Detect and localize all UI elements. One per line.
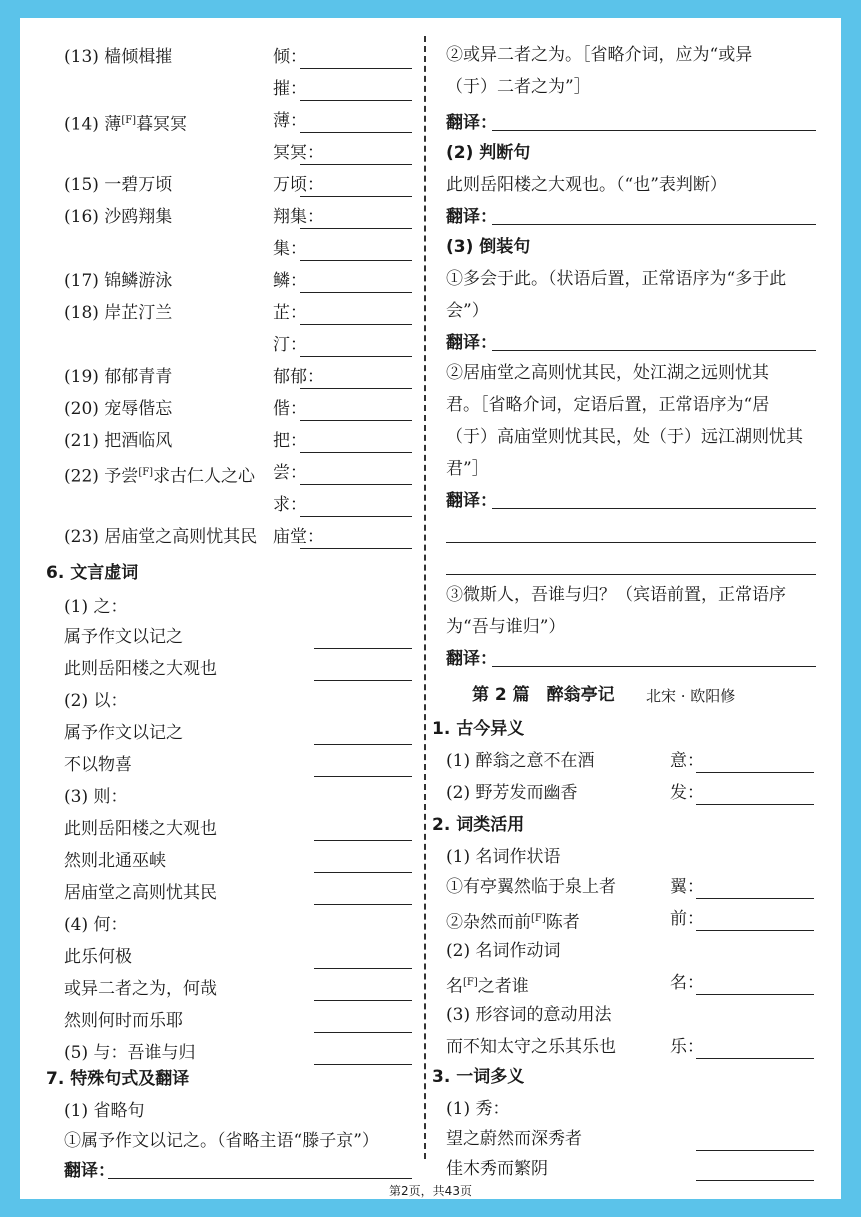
vocab-key: 摧：: [273, 79, 307, 99]
answer-blank-line[interactable]: [300, 100, 412, 101]
answer-blank-line[interactable]: [314, 1064, 412, 1065]
answer-blank-line[interactable]: [300, 196, 412, 197]
text-line: （于）二者之为”］: [446, 77, 591, 97]
answer-blank-line[interactable]: [446, 542, 816, 543]
vocab-key: 鳞：: [273, 271, 307, 291]
subheading: (3) 倒装句: [446, 237, 531, 257]
answer-blank-line[interactable]: [300, 516, 412, 517]
vocab-key: 发：: [670, 783, 704, 803]
function-word-head: (3) 则：: [64, 787, 128, 807]
section-7-title: 7. 特殊句式及翻译: [46, 1069, 190, 1089]
answer-blank-line[interactable]: [696, 1058, 814, 1059]
answer-blank-line[interactable]: [300, 388, 412, 389]
answer-blank-line[interactable]: [300, 452, 412, 453]
section-heading: 1. 古今异义: [432, 719, 525, 739]
answer-blank-line[interactable]: [314, 904, 412, 905]
vocab-key: 把：: [273, 431, 307, 451]
footnote-marker: [F]: [463, 977, 478, 988]
subheading: (2) 判断句: [446, 143, 531, 163]
vocab-item: (13) 樯倾楫摧: [64, 47, 173, 67]
example-sentence: 此则岳阳楼之大观也: [64, 659, 217, 679]
example-sentence: 此乐何极: [64, 947, 132, 967]
page-footer: 第2页，共43页: [389, 1184, 472, 1198]
footnote-marker: [F]: [531, 913, 546, 924]
translate-label: 翻译：: [446, 649, 497, 669]
translate-label: 翻译：: [64, 1161, 115, 1181]
answer-blank-line[interactable]: [492, 130, 816, 131]
vocab-key: 集：: [273, 239, 307, 259]
vocab-item: (15) 一碧万顷: [64, 175, 173, 195]
vocab-item: (18) 岸芷汀兰: [64, 303, 173, 323]
answer-blank-line[interactable]: [314, 744, 412, 745]
subheading: (2) 名词作动词: [446, 941, 561, 961]
answer-blank-line[interactable]: [314, 840, 412, 841]
article-author: 北宋 · 欧阳修: [646, 687, 736, 705]
example-sentence: 属予作文以记之: [64, 723, 183, 743]
function-word-head: (5) 与：吾谁与归: [64, 1043, 196, 1063]
vocab-key: 汀：: [273, 335, 307, 355]
answer-blank-line[interactable]: [696, 1150, 814, 1151]
answer-blank-line[interactable]: [492, 666, 816, 667]
vocab-item: (1) 醉翁之意不在酒: [446, 751, 595, 771]
vocab-item: (2) 野芳发而幽香: [446, 783, 578, 803]
vocab-item: ①有亭翼然临于泉上者: [446, 877, 616, 897]
answer-blank-line[interactable]: [300, 132, 412, 133]
answer-blank-line[interactable]: [300, 324, 412, 325]
vocab-key: 翼：: [670, 877, 704, 897]
answer-blank-line[interactable]: [300, 260, 412, 261]
subheading: (1) 秀：: [446, 1099, 510, 1119]
text-line: ②或异二者之为。［省略介词，应为“或异: [446, 45, 753, 65]
vocab-key: 偕：: [273, 399, 307, 419]
function-word-head: (2) 以：: [64, 691, 128, 711]
answer-blank-line[interactable]: [696, 772, 814, 773]
example-sentence: 佳木秀而繁阴: [446, 1159, 548, 1179]
answer-blank-line[interactable]: [300, 420, 412, 421]
section-7-item1: ①属予作文以记之。（省略主语“滕子京”）: [64, 1131, 379, 1151]
answer-blank-line[interactable]: [492, 350, 816, 351]
answer-blank-line[interactable]: [696, 804, 814, 805]
answer-blank-line[interactable]: [446, 574, 816, 575]
text-line: 君”］: [446, 459, 489, 479]
answer-blank-line[interactable]: [314, 968, 412, 969]
vocab-key: 冥冥：: [273, 143, 324, 163]
vocab-item: (23) 居庙堂之高则忧其民: [64, 527, 258, 547]
subheading: (3) 形容词的意动用法: [446, 1005, 612, 1025]
section-7-sub1: (1) 省略句: [64, 1101, 145, 1121]
text-line: 此则岳阳楼之大观也。（“也”表判断）: [446, 175, 727, 195]
vocab-item: 而不知太守之乐其乐也: [446, 1037, 616, 1057]
text-line: 会”）: [446, 301, 489, 321]
function-word-head: (4) 何：: [64, 915, 128, 935]
answer-blank-line[interactable]: [314, 1032, 412, 1033]
vocab-key: 意：: [670, 751, 704, 771]
translate-label: 翻译：: [446, 491, 497, 511]
function-word-head: (1) 之：: [64, 597, 128, 617]
answer-blank-line[interactable]: [300, 228, 412, 229]
vocab-key: 万顷：: [273, 175, 324, 195]
answer-blank-line[interactable]: [696, 994, 814, 995]
answer-blank-line[interactable]: [300, 484, 412, 485]
example-sentence: 望之蔚然而深秀者: [446, 1129, 582, 1149]
footnote-marker: [F]: [121, 115, 137, 126]
example-sentence: 不以物喜: [64, 755, 132, 775]
article-title: 第 2 篇 醉翁亭记: [472, 685, 615, 705]
vocab-key: 薄：: [273, 111, 307, 131]
answer-blank-line[interactable]: [696, 1180, 814, 1181]
vocab-item: (17) 锦鳞游泳: [64, 271, 173, 291]
example-sentence: 属予作文以记之: [64, 627, 183, 647]
vocab-key: 庙堂：: [273, 527, 324, 547]
vocab-item: (20) 宠辱偕忘: [64, 399, 173, 419]
answer-blank-line[interactable]: [108, 1178, 412, 1179]
answer-blank-line[interactable]: [314, 648, 412, 649]
answer-blank-line[interactable]: [696, 898, 814, 899]
text-line: 为“吾与谁归”）: [446, 617, 566, 637]
text-line: ①多会于此。（状语后置，正常语序为“多于此: [446, 269, 787, 289]
vocab-item: (14) 薄[F]暮冥冥: [64, 114, 188, 135]
vocab-key: 芷：: [273, 303, 307, 323]
answer-blank-line[interactable]: [300, 356, 412, 357]
text-line: （于）高庙堂则忧其民，处（于）远江湖则忧其: [446, 427, 803, 447]
text-line: 君。［省略介词，定语后置，正常语序为“居: [446, 395, 770, 415]
vocab-item: ②杂然而前[F]陈者: [446, 912, 580, 933]
column-divider: [424, 36, 426, 1159]
vocab-key: 名：: [670, 973, 704, 993]
vocab-key: 前：: [670, 909, 704, 929]
vocab-key: 求：: [273, 495, 307, 515]
example-sentence: 此则岳阳楼之大观也: [64, 819, 217, 839]
example-sentence: 或异二者之为，何哉: [64, 979, 217, 999]
vocab-item: (19) 郁郁青青: [64, 367, 173, 387]
text-line: ②居庙堂之高则忧其民，处江湖之远则忧其: [446, 363, 769, 383]
answer-blank-line[interactable]: [696, 930, 814, 931]
translate-label: 翻译：: [446, 333, 497, 353]
vocab-key: 尝：: [273, 463, 307, 483]
answer-blank-line[interactable]: [300, 292, 412, 293]
answer-blank-line[interactable]: [314, 776, 412, 777]
answer-blank-line[interactable]: [314, 680, 412, 681]
section-heading: 3. 一词多义: [432, 1067, 525, 1087]
answer-blank-line[interactable]: [314, 872, 412, 873]
answer-blank-line[interactable]: [492, 508, 816, 509]
vocab-key: 翔集：: [273, 207, 324, 227]
answer-blank-line[interactable]: [314, 1000, 412, 1001]
section-6-title: 6. 文言虚词: [46, 563, 139, 583]
example-sentence: 然则北通巫峡: [64, 851, 166, 871]
text-line: ③微斯人，吾谁与归？（宾语前置，正常语序: [446, 585, 786, 605]
section-heading: 2. 词类活用: [432, 815, 525, 835]
vocab-item: (16) 沙鸥翔集: [64, 207, 173, 227]
vocab-item: 名[F]之者谁: [446, 976, 529, 997]
vocab-item: (21) 把酒临风: [64, 431, 173, 451]
vocab-key: 倾：: [273, 47, 307, 67]
document-page: [20, 18, 841, 1199]
example-sentence: 居庙堂之高则忧其民: [64, 883, 217, 903]
vocab-key: 郁郁：: [273, 367, 324, 387]
answer-blank-line[interactable]: [300, 548, 412, 549]
translate-label: 翻译：: [446, 207, 497, 227]
vocab-key: 乐：: [670, 1037, 704, 1057]
answer-blank-line[interactable]: [300, 164, 412, 165]
subheading: (1) 名词作状语: [446, 847, 561, 867]
answer-blank-line[interactable]: [492, 224, 816, 225]
vocab-item: (22) 予尝[F]求古仁人之心: [64, 466, 256, 487]
footnote-marker: [F]: [138, 467, 154, 478]
answer-blank-line[interactable]: [300, 68, 412, 69]
example-sentence: 然则何时而乐耶: [64, 1011, 183, 1031]
translate-label: 翻译：: [446, 113, 497, 133]
